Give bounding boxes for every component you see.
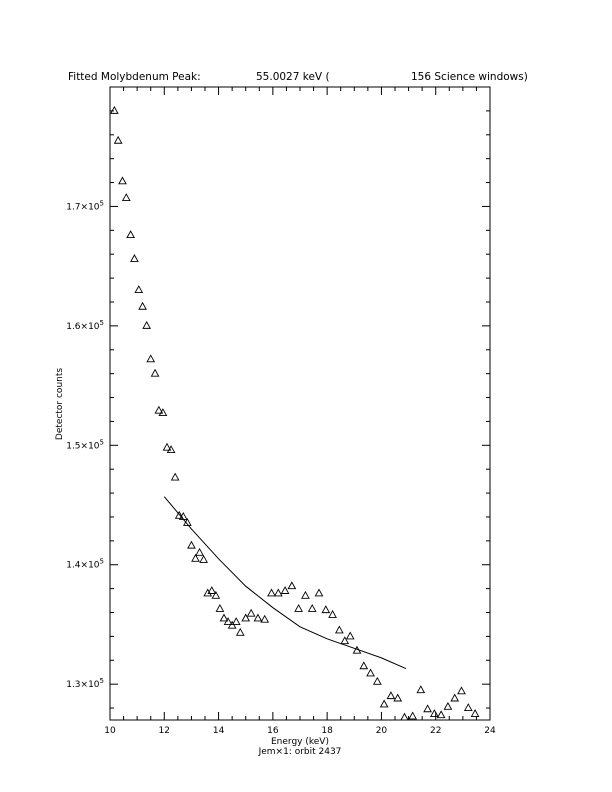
data-point (315, 589, 322, 596)
data-point (281, 587, 288, 594)
title-part-1: Fitted Molybdenum Peak: (68, 71, 201, 83)
data-point (196, 549, 203, 556)
data-point (147, 355, 154, 362)
axis-ticks (110, 87, 490, 720)
data-point (139, 303, 146, 310)
data-point (143, 322, 150, 329)
x-tick-label: 10 (104, 726, 116, 736)
data-point (347, 632, 354, 639)
data-point (451, 695, 458, 702)
y-tick-label: $1.6\times 10^5$ (66, 318, 104, 332)
y-tick-label: $1.5\times 10^5$ (66, 438, 104, 452)
y-tick-label: $1.7\times 10^5$ (66, 199, 104, 213)
x-tick-labels (104, 726, 496, 736)
data-point (309, 605, 316, 612)
y-tick-labels (66, 199, 104, 690)
data-point (465, 704, 472, 711)
y-tick-label: $1.4\times 10^5$ (66, 557, 104, 571)
data-point (401, 714, 408, 721)
title-part-2: 55.0027 keV ( (256, 71, 330, 83)
data-point (458, 687, 465, 694)
x-tick-label: 18 (321, 726, 333, 736)
data-point (329, 611, 336, 618)
data-point (431, 710, 438, 717)
y-tick-label: $1.3\times 10^5$ (66, 677, 104, 691)
x-tick-label: 14 (212, 726, 225, 736)
x-tick-label: 12 (158, 726, 171, 736)
data-point (212, 592, 219, 599)
data-point (172, 474, 179, 481)
y-axis-label: Detector counts (55, 367, 65, 441)
title-part-3: 156 Science windows) (411, 71, 528, 83)
data-point (387, 692, 394, 699)
x-tick-label: 20 (375, 726, 388, 736)
x-tick-label: 16 (267, 726, 279, 736)
data-point (248, 610, 255, 617)
data-point (254, 614, 261, 621)
data-point (367, 669, 374, 676)
data-point (111, 107, 118, 114)
data-point (275, 589, 282, 596)
data-point (409, 712, 416, 719)
x-tick-label: 22 (429, 726, 442, 736)
data-point (200, 556, 207, 563)
data-point (123, 194, 130, 201)
data-point (119, 177, 126, 184)
data-point (336, 626, 343, 633)
data-point (444, 703, 451, 710)
data-point (261, 616, 268, 623)
data-point (322, 606, 329, 613)
data-point (438, 711, 445, 718)
data-point (360, 662, 367, 669)
data-point (127, 231, 134, 238)
data-point (394, 695, 401, 702)
data-point (151, 370, 158, 377)
fit-curve (164, 497, 406, 669)
data-point (381, 700, 388, 707)
chart-subtitle: Jem×1: orbit 2437 (258, 747, 342, 757)
data-point (268, 589, 275, 596)
data-point (295, 605, 302, 612)
data-point (302, 592, 309, 599)
data-point (131, 255, 138, 261)
data-point (216, 605, 223, 612)
data-point (115, 137, 122, 144)
x-tick-label: 24 (484, 726, 496, 736)
data-point (417, 686, 424, 693)
data-point (237, 629, 244, 636)
x-axis-label: Energy (keV) (271, 737, 329, 747)
data-point (374, 678, 381, 685)
data-point (135, 286, 142, 293)
plot-frame (110, 87, 490, 720)
chart-title (68, 71, 528, 83)
data-point (288, 582, 295, 589)
data-point (188, 542, 195, 549)
data-point (424, 705, 431, 712)
data-points (111, 107, 479, 720)
